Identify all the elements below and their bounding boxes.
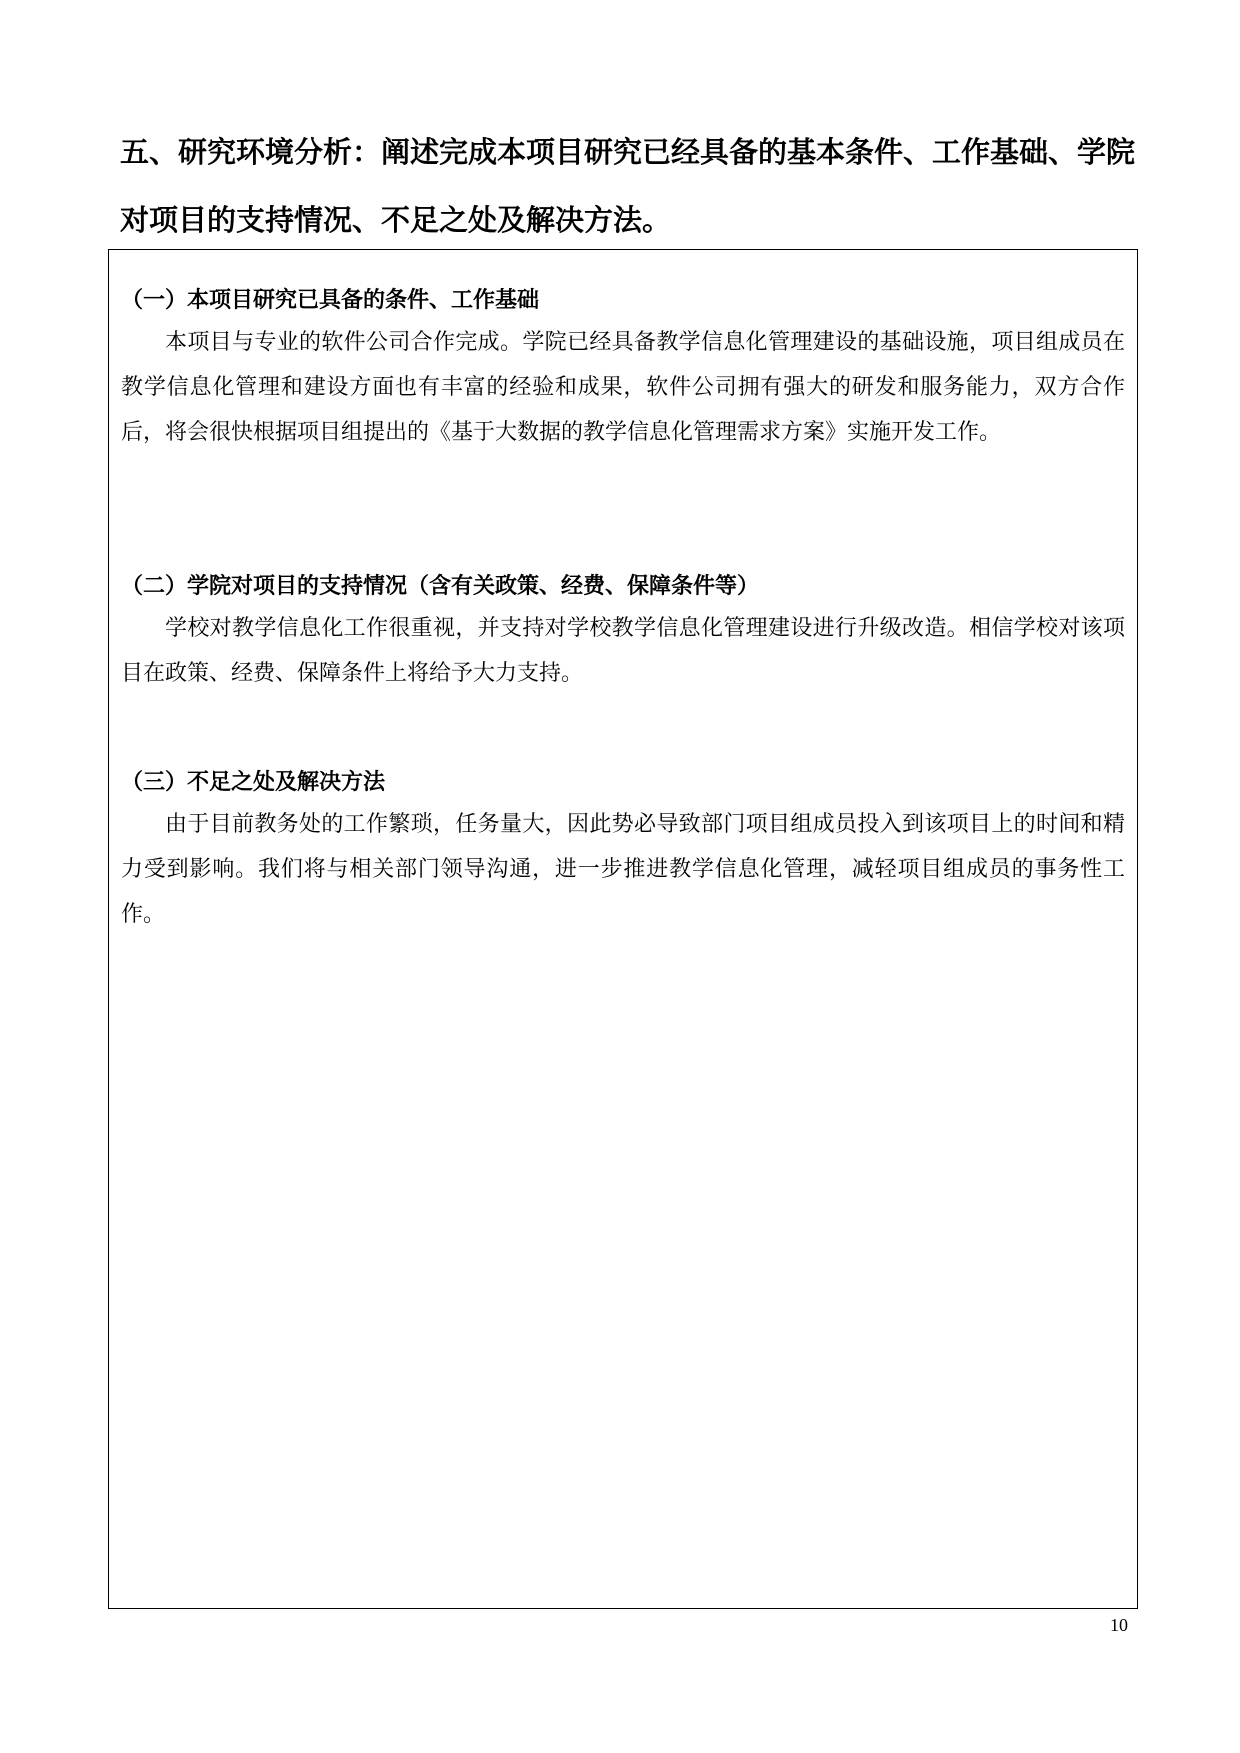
section-2-body: 学校对教学信息化工作很重视，并支持对学校教学信息化管理建设进行升级改造。相信学校对该项目在政策、经费、保障条件上将给予大力支持。: [121, 616, 1125, 686]
section-3-body: 由于目前教务处的工作繁琐，任务量大，因此势必导致部门项目组成员投入到该项目上的时间和精力受到影响。我们将与相关部门领导沟通，进一步推进教学信息化管理，减轻项目组成员的事务性工作。: [121, 812, 1125, 927]
section-1: [121, 282, 1125, 455]
section-1-title: （一）本项目研究已具备的条件、工作基础: [121, 288, 540, 313]
section-2: [121, 568, 1125, 696]
section-heading: 五、研究环境分析：阐述完成本项目研究已经具备的基本条件、工作基础、学院对项目的支持情况、不足之处及解决方法。: [120, 135, 1136, 237]
section-1-body: 本项目与专业的软件公司合作完成。学院已经具备教学信息化管理建设的基础设施，项目组成员在教学信息化管理和建设方面也有丰富的经验和成果，软件公司拥有强大的研发和服务能力，双方合作后，将会很快根据项目组提出的《基于大数据的教学信息化管理需求方案》实施开发工作。: [121, 330, 1125, 445]
section-3: [121, 764, 1125, 937]
section-2-title: （二）学院对项目的支持情况（含有关政策、经费、保障条件等）: [121, 574, 760, 599]
page-number: 10: [1110, 1615, 1128, 1635]
section-3-title: （三）不足之处及解决方法: [121, 770, 386, 795]
content-box: [108, 249, 1138, 1609]
